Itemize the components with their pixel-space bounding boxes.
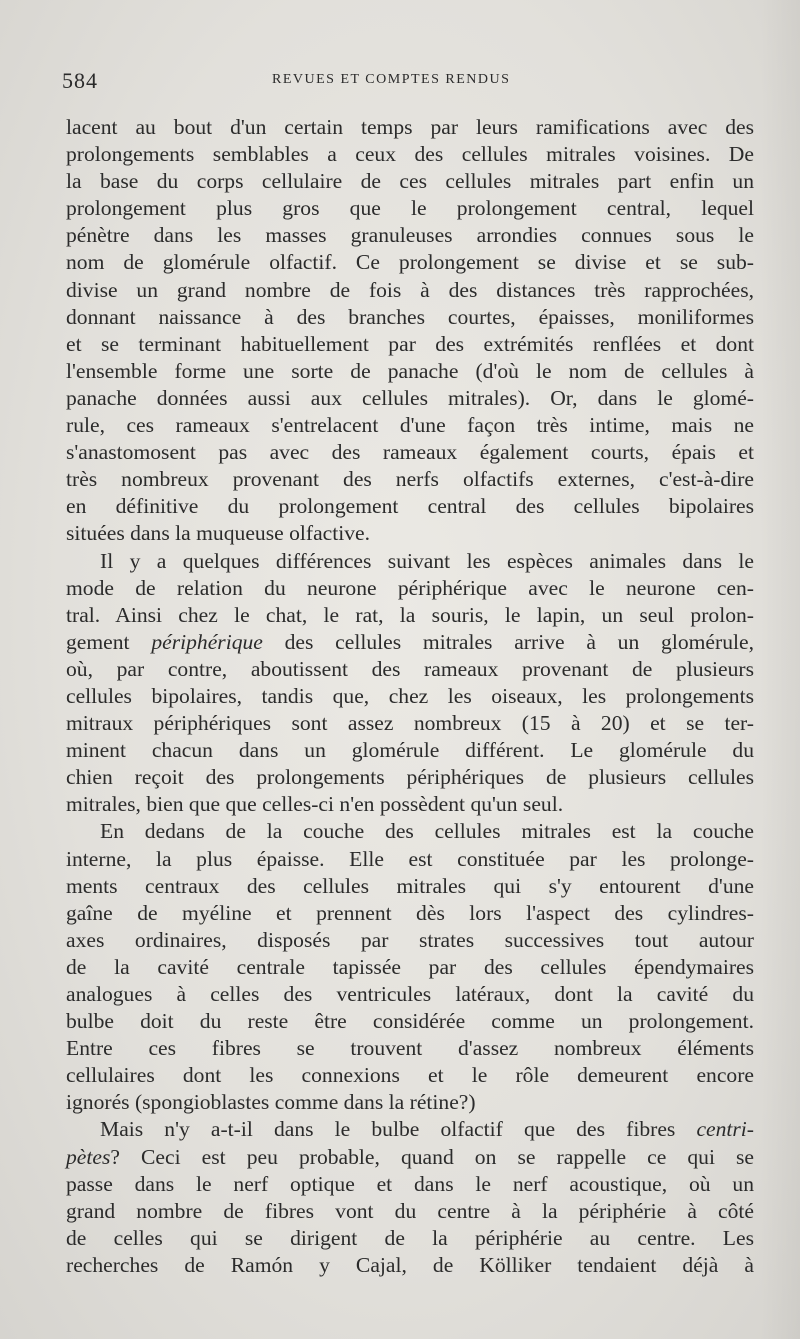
text-line (66, 1144, 754, 1171)
text-line: Entre ces fibres se trouvent d'assez nombreux éléments (66, 1036, 754, 1061)
text-line: très nombreux provenant des nerfs olfactifs externes, c'est-à-dire (66, 467, 754, 492)
text-line: et se terminant habituellement par des extrémités renflées et dont (66, 331, 754, 356)
text-line: mitraux périphériques sont assez nombreux (15 à 20) et se ter- (66, 711, 754, 736)
text-line: passe dans le nerf optique et dans le nerf acoustique, où un (66, 1171, 754, 1196)
italic-term: périphérique (151, 629, 263, 654)
text-line: bulbe doit du reste être considérée comme un prolongement. (66, 1009, 754, 1034)
text-line-part: ? Ceci est peu probable, quand on se rappelle ce qui se (110, 1144, 754, 1169)
text-line: Il y a quelques différences suivant les espèces animales dans le (100, 548, 754, 573)
text-line: panache données aussi aux cellules mitrales). Or, dans le glomé- (66, 385, 754, 410)
body-text (66, 114, 754, 1279)
text-line: en définitive du prolongement central des cellules bipolaires (66, 494, 754, 519)
text-line: situées dans la muqueuse olfactive. (66, 521, 371, 546)
text-line: s'anastomosent pas avec des rameaux également courts, épais et (66, 440, 754, 465)
italic-term: pètes (66, 1144, 111, 1169)
text-line (66, 629, 754, 656)
running-title: REVUES ET COMPTES RENDUS (272, 72, 511, 87)
text-line: de la cavité centrale tapissée par des cellules épendymaires (66, 954, 754, 979)
text-line: divise un grand nombre de fois à des distances très rapprochées, (66, 277, 754, 302)
text-line: cellules bipolaires, tandis que, chez les oiseaux, les prolongements (66, 683, 754, 708)
text-line: cellulaires dont les connexions et le rôle demeurent encore (66, 1063, 754, 1088)
text-line: ignorés (spongioblastes comme dans la rétine?) (66, 1090, 476, 1115)
text-line: grand nombre de fibres vont du centre à la périphérie à côté (66, 1198, 754, 1223)
text-line: recherches de Ramón y Cajal, de Kölliker tendaient déjà à (66, 1252, 754, 1277)
text-line: l'ensemble forme une sorte de panache (d'où le nom de cellules à (66, 358, 754, 383)
italic-term: centri- (696, 1117, 754, 1142)
text-line: de celles qui se dirigent de la périphérie au centre. Les (66, 1225, 754, 1250)
text-line: axes ordinaires, disposés par strates successives tout autour (66, 927, 754, 952)
text-line: En dedans de la couche des cellules mitrales est la couche (100, 819, 754, 844)
text-line: prolongement plus gros que le prolongement central, lequel (66, 196, 754, 221)
text-line (66, 1116, 754, 1143)
text-line-part: gement (66, 629, 152, 654)
text-line: analogues à celles des ventricules latéraux, dont la cavité du (66, 982, 754, 1006)
text-line: nom de glomérule olfactif. Ce prolongement se divise et se sub- (66, 250, 754, 275)
text-line: pénètre dans les masses granuleuses arrondies connues sous le (66, 223, 754, 248)
text-line: mode de relation du neurone périphérique avec le neurone cen- (66, 575, 754, 600)
page-shadow (760, 0, 800, 1339)
text-line: gaîne de myéline et prennent dès lors l'aspect des cylindres- (66, 900, 754, 925)
text-line: chien reçoit des prolongements périphériques de plusieurs cellules (66, 765, 754, 790)
text-line: tral. Ainsi chez le chat, le rat, la souris, le lapin, un seul prolon- (66, 602, 754, 627)
text-line: donnant naissance à des branches courtes, épaisses, moniliformes (66, 304, 754, 329)
text-line: ments centraux des cellules mitrales qui s'y entourent d'une (66, 873, 754, 898)
text-line: la base du corps cellulaire de ces cellules mitrales part enfin un (66, 169, 754, 194)
page-number: 584 (62, 68, 98, 93)
page-header (62, 68, 752, 98)
text-line: lacent au bout d'un certain temps par leurs ramifications avec des (66, 115, 754, 139)
text-line: rule, ces rameaux s'entrelacent d'une façon très intime, mais ne (66, 413, 754, 438)
text-line-part: des cellules mitrales arrive à un glomérule, (262, 629, 754, 654)
text-line: prolongements semblables a ceux des cellules mitrales voisines. De (66, 142, 754, 167)
text-line-part: Mais n'y a-t-il dans le bulbe olfactif que des fibres (100, 1117, 697, 1142)
text-line: mitrales, bien que que celles-ci n'en possèdent qu'un seul. (66, 792, 564, 817)
text-line: où, par contre, aboutissent des rameaux provenant de plusieurs (66, 656, 754, 681)
text-line: interne, la plus épaisse. Elle est constituée par les prolonge- (66, 846, 754, 871)
text-line: minent chacun dans un glomérule différent. Le glomérule du (66, 738, 754, 763)
